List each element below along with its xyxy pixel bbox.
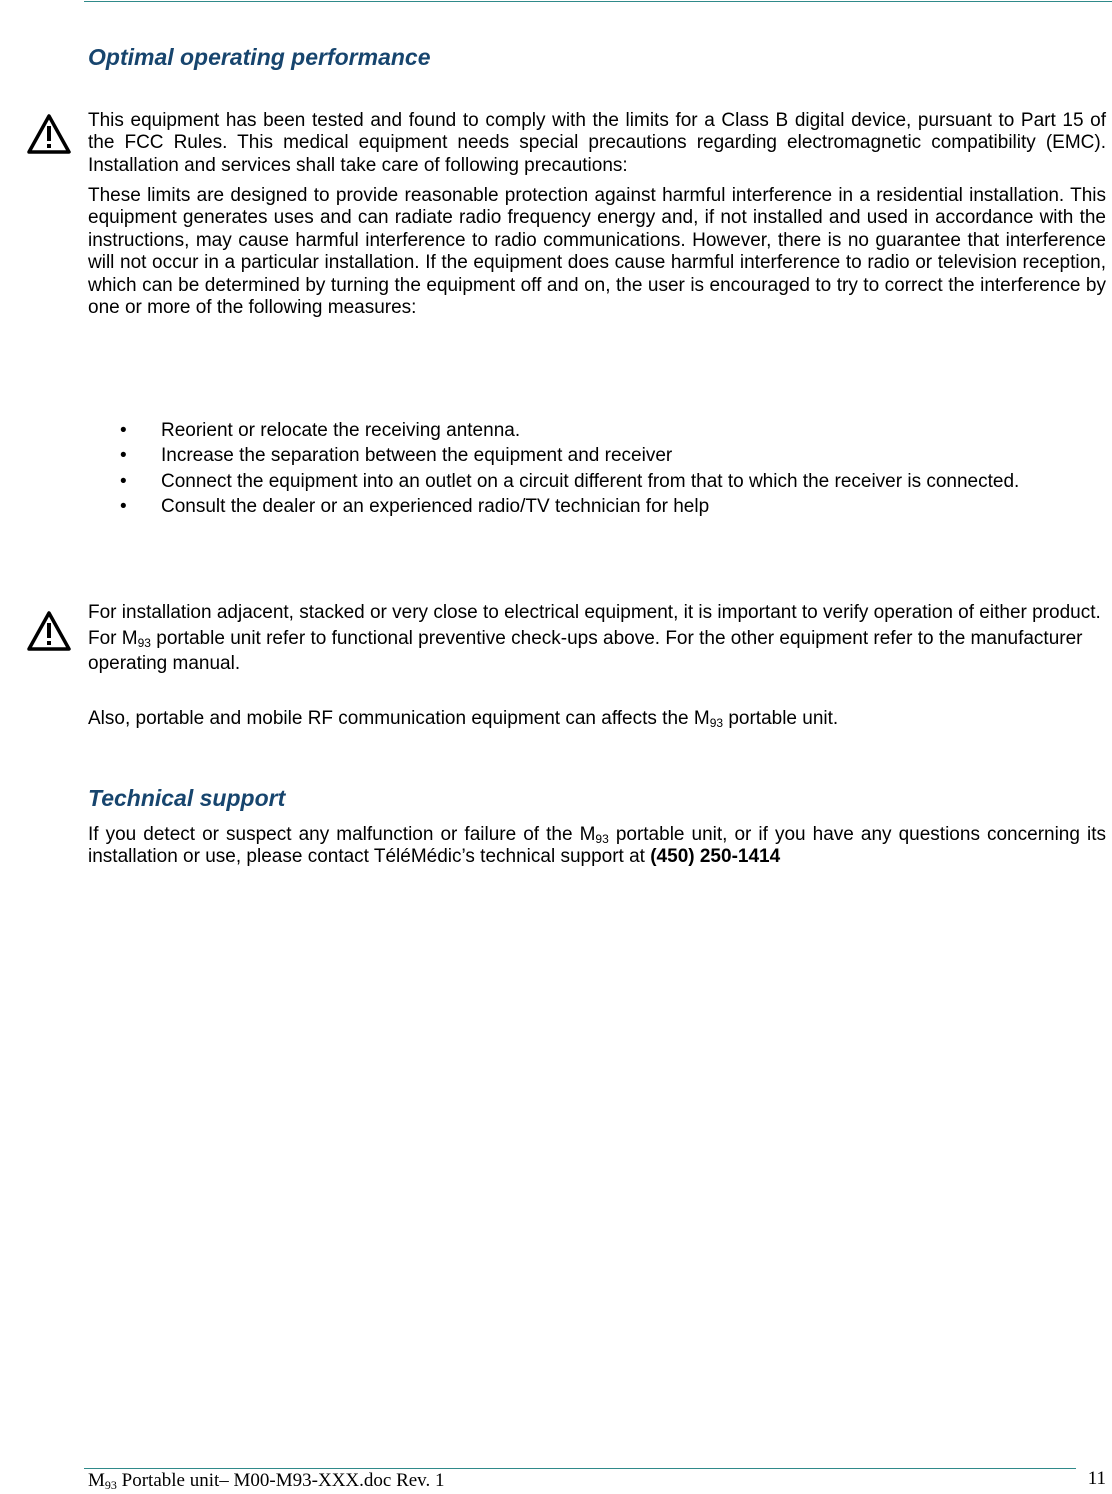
interference-paragraph: These limits are designed to provide reasonable protection against harmful interference in a residential installation. This equipment generates uses and can radiate radio frequency energy and, if not installed and used in accordance with the instructions, may cause harmful interference to radio communications. However, there is no guarantee that interference will not occur in a particular installation. If the equipment does cause harmful interference to radio or television reception, which can be determined by turning the equipment off and on, the user is encouraged to try to correct the interference by one or more of the following measures: [88, 185, 1106, 319]
list-item: • Consult the dealer or an experienced radio/TV technician for help [88, 496, 1106, 518]
warning-icon [26, 113, 72, 155]
list-item: • Increase the separation between the equipment and receiver [88, 445, 1106, 467]
list-item: • Connect the equipment into an outlet on a circuit different from that to which the receiver is connected. [88, 471, 1106, 493]
page-number: 11 [1087, 1468, 1106, 1489]
list-item: • Reorient or relocate the receiving antenna. [88, 420, 1106, 442]
header-rule [84, 1, 1112, 2]
footer-document-title: $M_{93}$ Portable unit– M00-M93-XXX.doc Rev. 1 [88, 1470, 445, 1492]
fcc-compliance-paragraph: This equipment has been tested and found to comply with the limits for a Class B digital device, pursuant to Part 15 of the FCC Rules. This medical equipment needs special precautions regarding electromagnetic compatibility (EMC). Installation and services shall take care of following precautions: [88, 110, 1106, 176]
rf-equipment-paragraph: Also, portable and mobile RF communication equipment can affects the $M_{93}$ portable unit. [88, 708, 839, 730]
footer-rule [84, 1468, 1076, 1469]
measures-list [88, 420, 1106, 522]
section-title-technical-support: Technical support [88, 785, 286, 811]
warning-icon [26, 610, 72, 652]
support-paragraph: If you detect or suspect any malfunction or failure of the $M_{93}$ portable unit, or if you have any questions concerning its installation or use, please contact TéléMédic’s technical support at (450) 250-1414 [88, 824, 1106, 868]
support-phone-number: (450) 250-1414 [650, 846, 781, 868]
section-title-optimal-performance: Optimal operating performance [88, 44, 431, 70]
installation-paragraph: For installation adjacent, stacked or very close to electrical equipment, it is important to verify operation of either product. For $M_{93}$ portable unit refer to functional preventive check-ups above. For the other equipment refer to the manufacturer operating manual. [88, 602, 1101, 675]
